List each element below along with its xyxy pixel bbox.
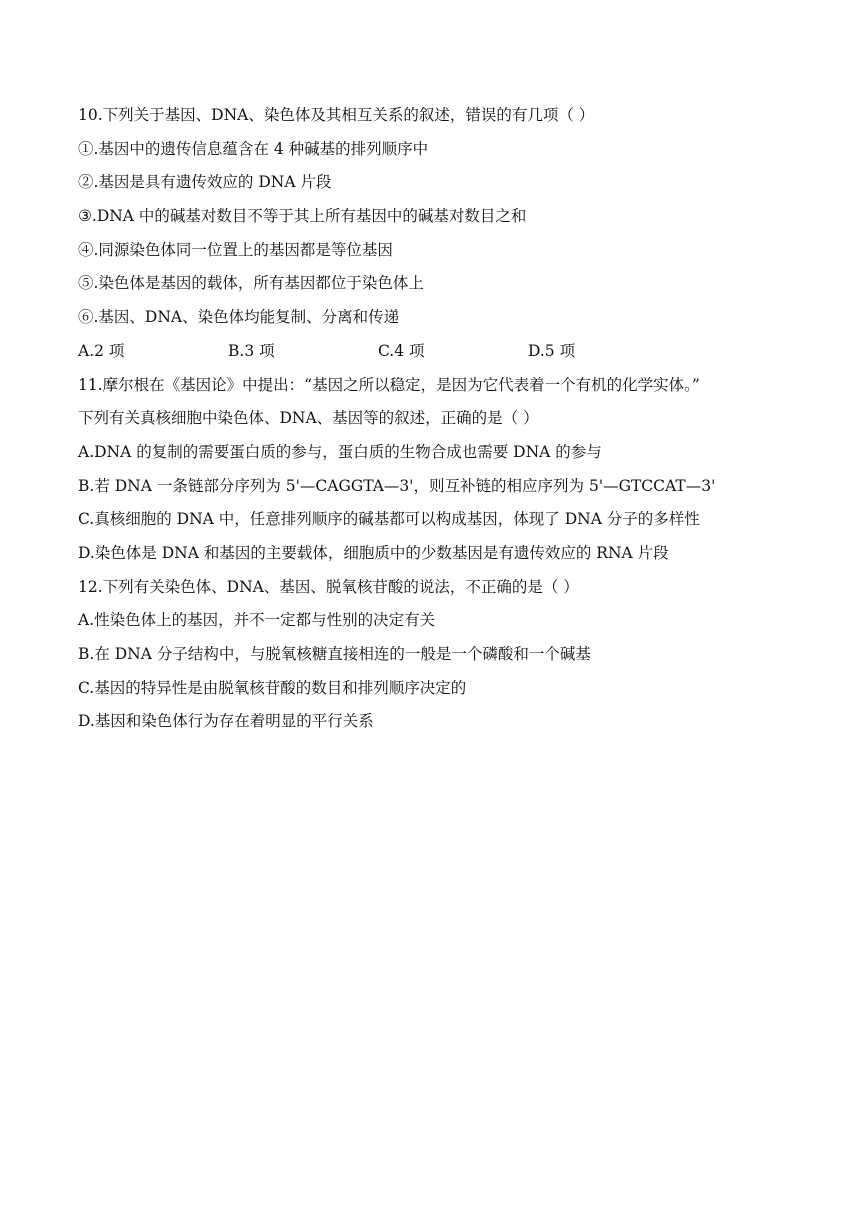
question-10-options: [78, 339, 798, 373]
question-10-statement-5: ⑤.染色体是基因的载体，所有基因都位于染色体上: [78, 274, 424, 293]
question-10-statement-6: ⑥.基因、DNA、染色体均能复制、分离和传递: [78, 308, 400, 327]
question-12-option-b: B.在 DNA 分子结构中，与脱氧核糖直接相连的一般是一个磷酸和一个碱基: [78, 645, 591, 663]
question-10-statement-2: ②.基因是具有遗传效应的 DNA 片段: [78, 173, 332, 192]
question-10-option-a: A.2 项: [78, 341, 125, 360]
question-11-option-c: C.真核细胞的 DNA 中，任意排列顺序的碱基都可以构成基因，体现了 DNA 分子的多样性: [78, 510, 700, 529]
question-12-option-d: D.基因和染色体行为存在着明显的平行关系: [78, 712, 374, 731]
question-12-stem: 12.下列有关染色体、DNA、基因、脱氧核苷酸的说法，不正确的是（ ）: [78, 577, 579, 596]
question-10-option-d: D.5 项: [528, 341, 576, 360]
question-11-stem-line-2: 下列有关真核细胞中染色体、DNA、基因等的叙述，正确的是（ ）: [78, 409, 539, 428]
question-11-stem-line-1: 11.摩尔根在《基因论》中提出：“基因之所以稳定，是因为它代表着一个有机的化学实体。”: [78, 375, 700, 394]
question-10-option-b: B.3 项: [228, 341, 275, 360]
question-10-statement-3: ③.DNA 中的碱基对数目不等于其上所有基因中的碱基对数目之和: [78, 207, 527, 226]
question-10-statement-4: ④.同源染色体同一位置上的基因都是等位基因: [78, 240, 393, 259]
question-10-statement-1: ①.基因中的遗传信息蕴含在 4 种碱基的排列顺序中: [78, 139, 429, 158]
question-10-option-c: C.4 项: [378, 341, 425, 360]
question-10-stem: 10.下列关于基因、DNA、染色体及其相互关系的叙述，错误的有几项（ ）: [78, 106, 595, 124]
question-11-option-a: A.DNA 的复制的需要蛋白质的参与，蛋白质的生物合成也需要 DNA 的参与: [78, 442, 602, 461]
question-11-option-d: D.染色体是 DNA 和基因的主要载体，细胞质中的少数基因是有遗传效应的 RNA 片段: [78, 543, 669, 562]
question-12-option-a: A.性染色体上的基因，并不一定都与性别的决定有关: [78, 611, 436, 630]
question-list: [78, 103, 798, 743]
question-12-option-c: C.基因的特异性是由脱氧核苷酸的数目和排列顺序决定的: [78, 678, 467, 697]
question-11-option-b: B.若 DNA 一条链部分序列为 5'—CAGGTA—3'，则互补链的相应序列为 5'—GTCCAT—3': [78, 476, 716, 495]
